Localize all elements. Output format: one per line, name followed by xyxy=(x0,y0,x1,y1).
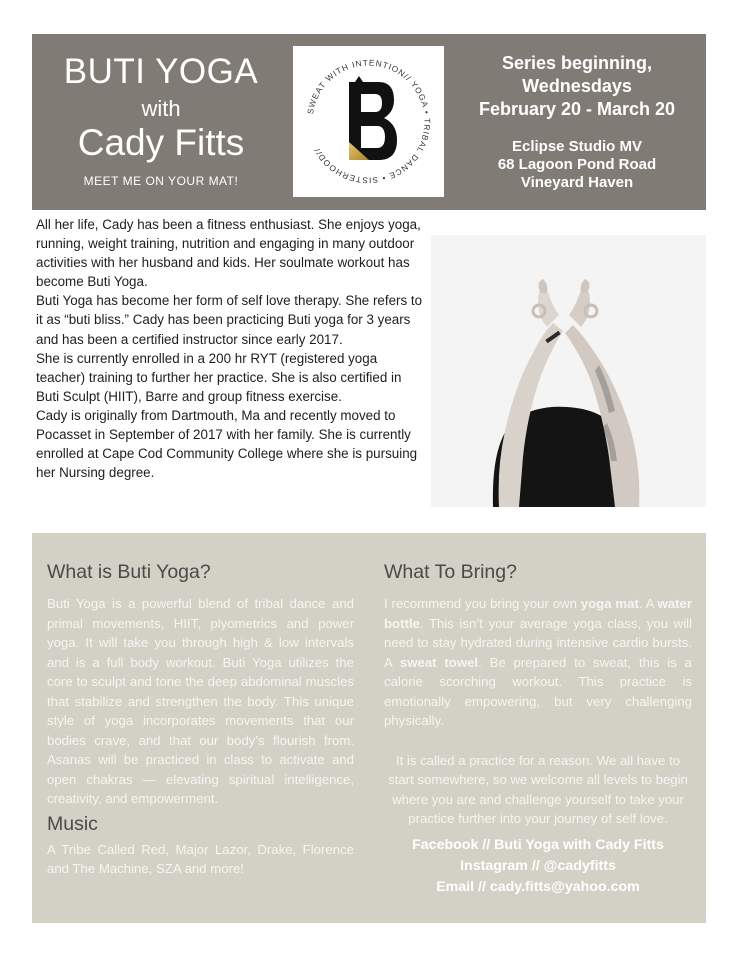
music-text: A Tribe Called Red, Major Lazor, Drake, Florence and The Machine, SZA and more! xyxy=(47,841,354,876)
series-line-2: Wednesdays xyxy=(522,76,632,96)
bio-paragraph: She is currently enrolled in a 200 hr RYT (registered yoga teacher) training to further her practice. She is also certified in Buti Sculpt (HIIT), Barre and group fitness exercise. xyxy=(36,350,402,404)
studio-address: 68 Lagoon Pond Road xyxy=(497,156,657,173)
venue-info xyxy=(448,138,706,192)
instructor-name: Cady Fitts xyxy=(77,122,245,163)
info-right-column xyxy=(384,561,692,898)
instructor-photo-graphic xyxy=(431,235,706,507)
instructor-photo xyxy=(431,235,706,507)
water-bottle-item: water bottle xyxy=(384,596,692,631)
schedule-info xyxy=(448,52,706,121)
bio-paragraph: Buti Yoga has become her form of self love therapy. She refers to it as “buti bliss.” Cady has been practicing Buti yoga for 3 years and has been a certified instructor since early 2017. xyxy=(36,293,423,347)
contact-info xyxy=(384,835,692,898)
what-is-text: Buti Yoga is a powerful blend of tribal dance and primal movements, HIIT, plyometrics and power yoga. It will take you through high & low intervals and is a full body workout. Buti Yoga utilizes the core to sculpt and tone the deep abdominal muscles that stabilize and strengthen the body. This unique style of yoga incorporates movements that our bodies crave, and that our body’s flourish from. Asanas will be practiced in class to activate and open chakras — elevating spiritual intelligence, creativity, and empowerment. xyxy=(47,596,354,806)
yoga-mat-item: yoga mat xyxy=(580,596,639,611)
info-left-column xyxy=(47,561,354,879)
header-title-block xyxy=(32,34,290,210)
bio-paragraph: Cady is originally from Dartmouth, Ma and recently moved to Pocasset in September of 2017 with her family. She is currently enrolled at Cape Cod Community College where she is pursuing her Nursing degree. xyxy=(36,407,418,481)
info-panel xyxy=(32,533,706,923)
header-tagline: MEET ME ON YOUR MAT! xyxy=(83,174,239,188)
what-is-heading: What is Buti Yoga? xyxy=(47,561,211,583)
header-banner xyxy=(32,34,706,210)
studio-name: Eclipse Studio MV xyxy=(511,138,643,155)
bring-text-part: . Be prepared to sweat, this is a calorie scorching workout. This practice is emotionally empowering, but very challenging physically. xyxy=(384,654,692,728)
series-dates: February 20 - March 20 xyxy=(478,99,676,119)
studio-town: Vineyard Haven xyxy=(520,174,634,191)
practice-text: It is called a practice for a reason. We all have to start somewhere, so we welcome all levels to begin where you are and challenge yourself to take your practice further into your journey of self love. xyxy=(388,752,688,826)
buti-logo xyxy=(293,46,444,197)
logo-ring-text: SWEAT WITH INTENTION// YOGA • TRIBAL DANCE • SISTERHOOD// xyxy=(305,58,432,185)
buti-logo-graphic xyxy=(293,46,444,197)
facebook-link[interactable]: Facebook // Buti Yoga with Cady Fitts xyxy=(412,836,664,853)
email-link[interactable]: Email // cady.fitts@yahoo.com xyxy=(436,878,640,895)
bio-paragraph: All her life, Cady has been a fitness enthusiast. She enjoys yoga, running, weight training, nutrition and engaging in many outdoor activities with her husband and kids. Her soulmate workout has become Buti Yoga. xyxy=(36,217,421,290)
what-to-bring-heading: What To Bring? xyxy=(384,561,517,583)
instagram-link[interactable]: Instagram // @cadyfitts xyxy=(460,857,616,874)
header-title: BUTI YOGA xyxy=(63,52,259,91)
header-schedule-block xyxy=(448,34,706,210)
header-with: with xyxy=(141,96,181,121)
instructor-bio xyxy=(36,215,424,482)
what-to-bring-text xyxy=(384,594,692,731)
sweat-towel-item: sweat towel xyxy=(399,654,479,670)
bring-text-part: . This isn’t your average yoga class, you will need to stay hydrated during intensive cardio bursts. A xyxy=(384,615,692,670)
music-heading: Music xyxy=(47,812,98,835)
bring-text-part: . A xyxy=(638,596,658,611)
series-line-1: Series beginning, xyxy=(501,53,653,73)
bring-text-part: I recommend you bring your own xyxy=(384,596,581,611)
